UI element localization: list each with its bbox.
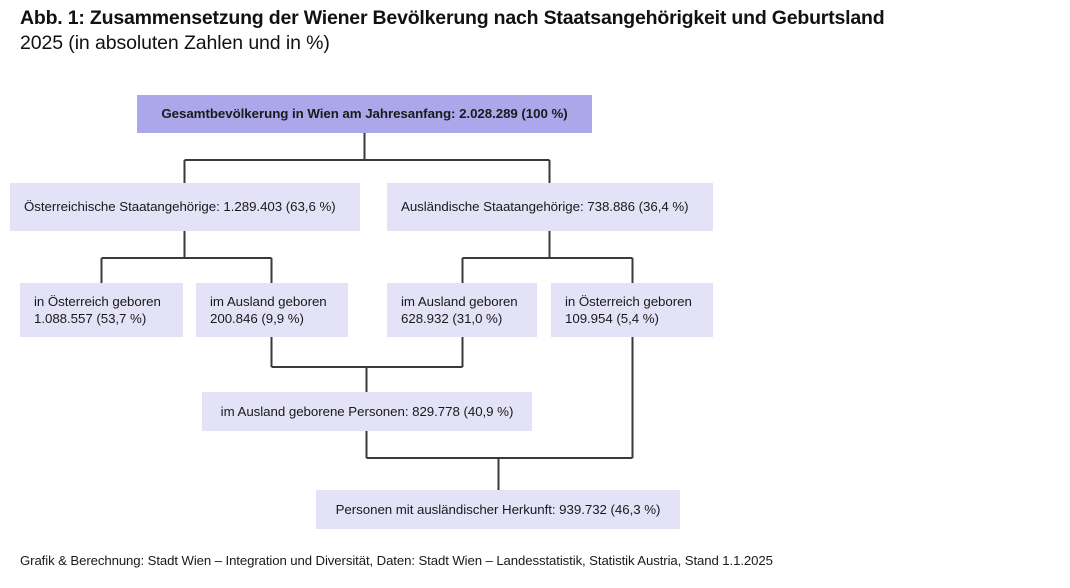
node-austrian-born-in-austria-line-1: in Österreich geboren	[34, 293, 161, 309]
node-austrian-born-in-austria[interactable]	[20, 283, 183, 337]
figure-source-note: Grafik & Berechnung: Stadt Wien – Integration und Diversität, Daten: Stadt Wien – Landesstatistik, Statistik Austria, Stand 1.1.2025	[20, 553, 773, 568]
node-total-population[interactable]	[137, 95, 592, 133]
node-foreign-born-abroad-line-2: 628.932 (31,0 %)	[401, 311, 503, 326]
node-foreign-born-abroad-line-1: im Ausland geboren	[401, 293, 518, 309]
node-persons-born-abroad-total[interactable]	[202, 392, 532, 431]
figure-title-line-2: 2025 (in absoluten Zahlen und in %)	[20, 32, 330, 54]
figure-title-line-1: Abb. 1: Zusammensetzung der Wiener Bevölkerung nach Staatsangehörigkeit und Geburtsland	[20, 7, 885, 29]
node-austrian-born-abroad[interactable]	[196, 283, 348, 337]
node-austrian-born-in-austria-line-2: 1.088.557 (53,7 %)	[34, 311, 147, 326]
node-foreign-born-in-austria-line-1: in Österreich geboren	[565, 293, 692, 309]
node-persons-born-abroad-total-label: im Ausland geborene Personen: 829.778 (40,9 %)	[220, 403, 514, 419]
node-austrian-born-abroad-line-1: im Ausland geboren	[210, 293, 327, 309]
node-persons-foreign-origin-total[interactable]	[316, 490, 680, 529]
node-persons-foreign-origin-total-label: Personen mit ausländischer Herkunft: 939.732 (46,3 %)	[335, 501, 661, 517]
node-foreign-born-in-austria-line-2: 109.954 (5,4 %)	[565, 311, 659, 326]
node-foreign-born-abroad[interactable]	[387, 283, 537, 337]
node-foreign-born-in-austria[interactable]	[551, 283, 713, 337]
node-austrian-citizens[interactable]	[10, 183, 360, 231]
node-foreign-citizens[interactable]	[387, 183, 713, 231]
node-austrian-citizens-label: Österreichische Staatangehörige: 1.289.403 (63,6 %)	[24, 199, 336, 215]
node-total-population-label: Gesamtbevölkerung in Wien am Jahresanfang: 2.028.289 (100 %)	[161, 106, 568, 122]
node-austrian-born-abroad-line-2: 200.846 (9,9 %)	[210, 311, 304, 326]
node-foreign-citizens-label: Ausländische Staatangehörige: 738.886 (36,4 %)	[401, 199, 689, 215]
